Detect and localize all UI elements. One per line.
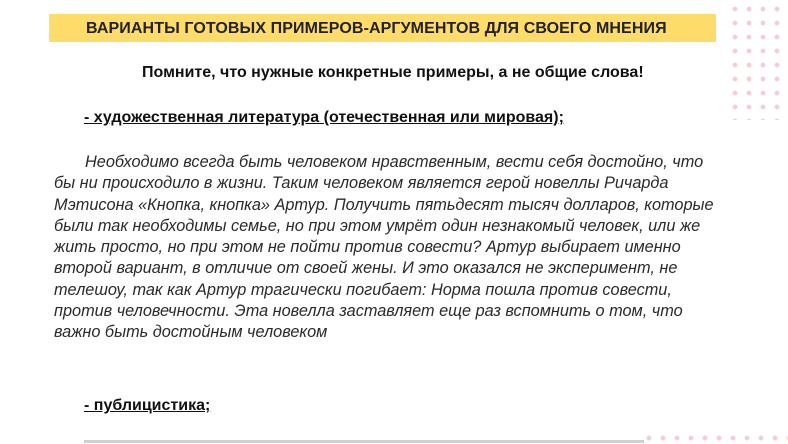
paragraph-line: жить просто, но при этом не пойти против совести? Артур выбирает именно: [54, 238, 681, 257]
paragraph-line: важно быть достойным человеком: [54, 323, 328, 342]
subtitle: Помните, что нужные конкретные примеры, а не общие слова!: [142, 64, 644, 81]
paragraph-line: против человечности. Эта новелла заставляет еще раз вспомнить о том, что: [54, 302, 683, 321]
paragraph-line: Мэтисона «Кнопка, кнопка» Артур. Получить пятьдесят тысяч долларов, которые: [54, 195, 714, 214]
paragraph-line: второй вариант, в отличие от своей жены. И это оказался не эксперимент, не: [54, 259, 678, 278]
section-heading-literature: - художественная литература (отечественная или мировая);: [84, 109, 564, 126]
page-title: ВАРИАНТЫ ГОТОВЫХ ПРИМЕРОВ-АРГУМЕНТОВ ДЛЯ СВОЕГО МНЕНИЯ: [86, 20, 667, 37]
paragraph-line: бы ни происходило в жизни. Таким человеком является герой новеллы Ричарда: [54, 174, 669, 193]
section-heading-journalism: - публицистика;: [84, 397, 211, 414]
paragraph-line: были так необходимы семье, но при этом умрёт один незнакомый человек, или же: [54, 216, 701, 235]
paragraph-line: телешоу, так как Артур трагически погибает: Норма пошла против совести,: [54, 280, 672, 299]
literature-example-paragraph: [54, 152, 754, 344]
decorative-dots-top-right: [724, 0, 788, 120]
paragraph-line: Необходимо всегда быть человеком нравственным, вести себя достойно, что: [85, 153, 704, 171]
